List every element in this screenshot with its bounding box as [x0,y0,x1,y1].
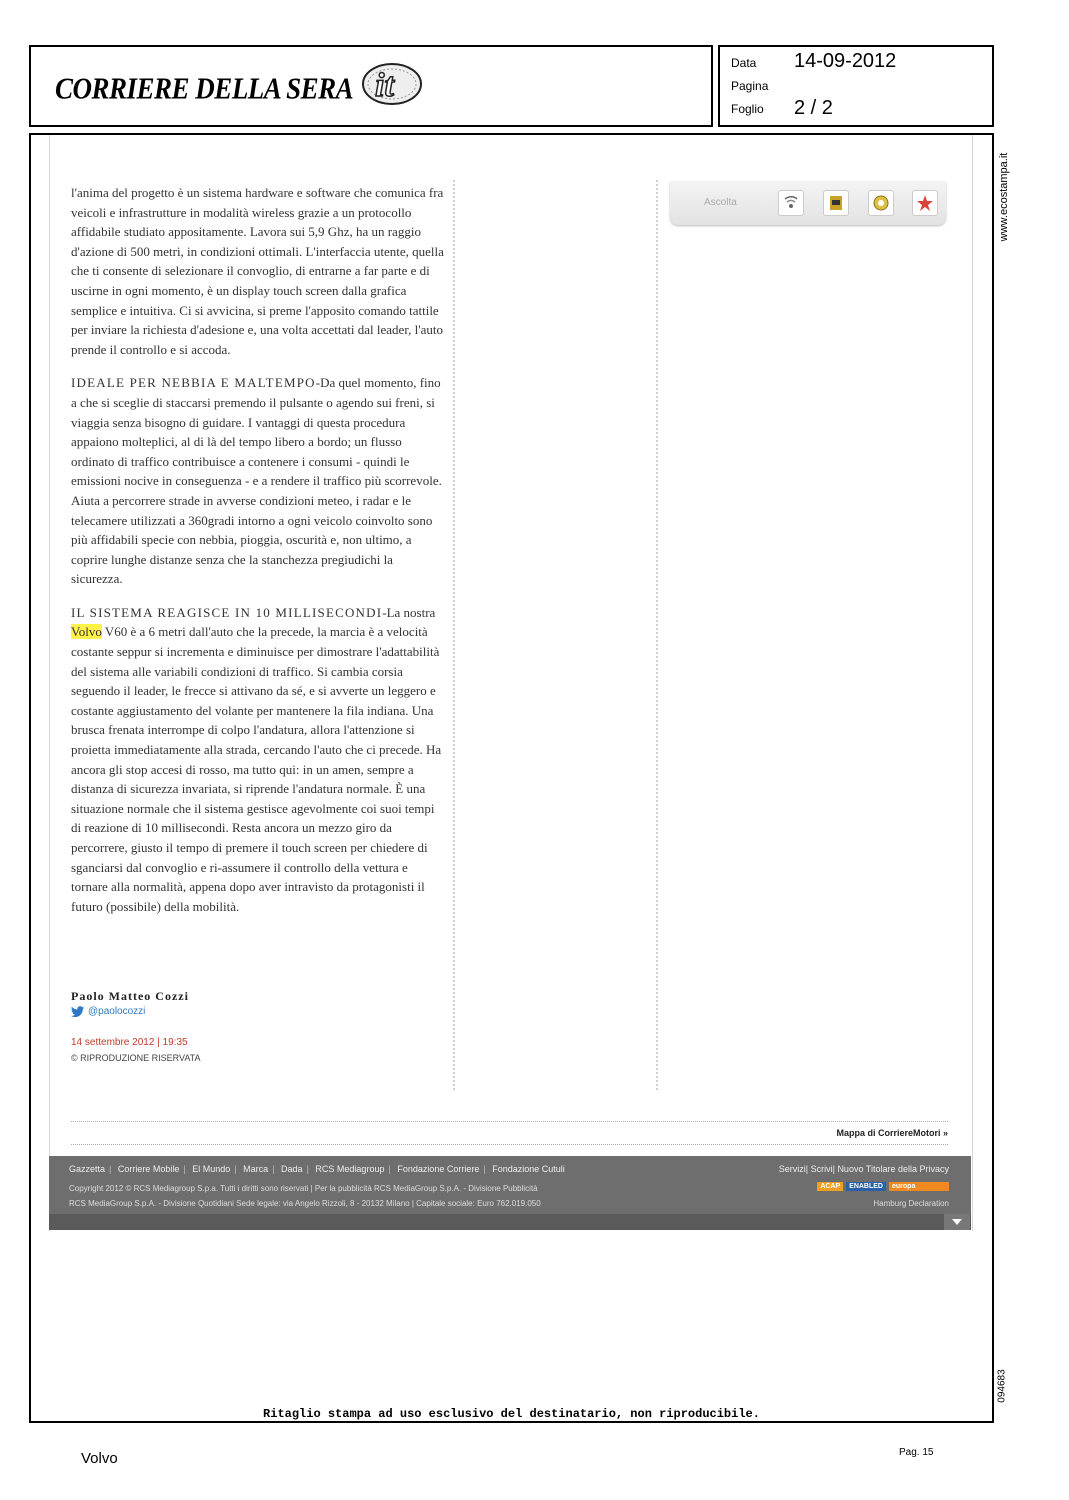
twitter-icon [71,1006,85,1017]
side-code: 094683 [996,1369,1008,1403]
audio-badge-icon[interactable] [868,190,894,216]
enabled-badge[interactable]: ENABLED [846,1182,886,1191]
footer-link[interactable]: Scrivi [810,1164,833,1174]
page-number: Pag. 15 [899,1447,934,1458]
footer-link[interactable]: Corriere Mobile [117,1164,180,1174]
chevron-down-icon [944,1214,970,1230]
map-link[interactable]: Mappa di CorriereMotori » [836,1128,948,1138]
newspaper-logo: CORRIERE DELLA SERA [55,71,354,106]
side-url: www.ecostampa.it [998,152,1010,242]
footer-links: Gazzetta | Corriere Mobile | El Mundo | Marca | Dada | RCS Mediagroup | Fondazione Corriere | Fondazione Cutuli [69,1164,565,1174]
article-paragraph: IDEALE PER NEBBIA E MALTEMPO-Da quel momento, fino a che si sceglie di staccarsi premendo il pulsante o agendo sui freni, si viaggia senza bisogno di guidare. I vantaggi di questa procedura appaiono molteplici, al di là del tempo libero a bordo; un flusso ordinato di traffico contribuisce a contenere i consumi - quindi le emissioni nocive in conseguenza - e a rendere il traffico più scorrevole. Aiuta a percorrere strade in avverse condizioni meteo, i radar e le telecamere utilizzati a 360gradi intorno a ogni veicolo coinvolto sono più affidabili specie con nebbia, pioggia, oscurità e, non ultimo, a coprire lunghe distanze senza che la stanchezza pregiudichi la sicurezza. [71,375,442,587]
section-title: IDEALE PER NEBBIA E MALTEMPO [71,375,316,391]
copyright-notice: © RIPRODUZIONE RISERVATA [71,1053,201,1063]
section-title: IL SISTEMA REAGISCE IN 10 MILLISECONDI [71,604,383,620]
footer-copyright: Copyright 2012 © RCS Mediagroup S.p.a. Tutti i diritti sono riservati | Per la pubblicità RCS MediaGroup S.p.A. - Divisione Pubblicità [69,1184,538,1193]
header-metadata [718,45,994,127]
article-body [71,183,447,930]
author-name: Paolo Matteo Cozzi [71,989,189,1003]
data-label: Data [731,56,757,70]
column-divider [453,180,455,1090]
footer-badges [817,1182,949,1191]
footer-link[interactable]: Nuovo Titolare della Privacy [837,1164,949,1174]
divider [71,1121,948,1122]
foglio-value: 2 / 2 [794,97,833,119]
footer-link[interactable]: Fondazione Corriere [397,1164,480,1174]
footer-link[interactable]: El Mundo [192,1164,231,1174]
footer-link[interactable]: Marca [243,1164,269,1174]
highlighted-keyword: Volvo [71,624,102,640]
data-value: 14-09-2012 [794,50,897,72]
logo-it-icon [361,61,423,107]
scroll-down-button[interactable] [944,1214,970,1230]
clipping-notice: Ritaglio stampa ad uso esclusivo del destinatario, non riproducibile. [263,1407,760,1421]
footer-link[interactable]: Dada [281,1164,303,1174]
footer-legal: RCS MediaGroup S.p.A. - Divisione Quotidiani Sede legale: via Angelo Rizzoli, 8 - 20132 Milano | Capitale sociale: Euro 762.019.050 [69,1199,541,1208]
listen-box [670,181,946,225]
footer-link[interactable]: Servizi [778,1164,806,1174]
foglio-label: Foglio [731,102,764,116]
podcast-icon[interactable] [823,190,849,216]
column-divider [656,180,658,1090]
footer-link[interactable]: Fondazione Cutuli [492,1164,565,1174]
footer-right-links: Servizi| Scrivi| Nuovo Titolare della Privacy [778,1164,949,1174]
hamburg-link[interactable]: Hamburg Declaration [873,1199,949,1208]
article-paragraph: l'anima del progetto è un sistema hardware e software che comunica fra veicoli e infrastrutture in modalità wireless grazie a un protocollo affidabile studiato appositamente. Lavora sui 5,9 Ghz, ha un raggio d'azione di 500 metri, in condizioni ottimali. L'interfaccia utente, quella che ti consente di selezionare il convoglio, di entrarne a far parte e di uscirne in ogni momento, è un display touch screen dalla grafica semplice e intuitiva. Ci si avvicina, si preme l'apposito comando tattile per inviare la richiesta d'adesione e, una volta accettati dal leader, l'auto prende il controllo e si accoda. [71,185,444,357]
client-name: Volvo [81,1450,118,1467]
svg-text:it: it [375,67,394,104]
footer-link[interactable]: RCS Mediagroup [315,1164,385,1174]
europa-badge[interactable]: europa [889,1182,949,1191]
site-footer [49,1156,971,1214]
article-paragraph: IL SISTEMA REAGISCE IN 10 MILLISECONDI-La nostra Volvo V60 è a 6 metri dall'auto che la precede, la marcia è a velocità costante seppur si incrementa e diminuisce per dimostrare l'adattabilità del sistema alle variabili condizioni di traffico. Si cambia corsia seguendo il leader, le frecce si attivano da sé, e si avverte un leggero e costante aggiustamento del volante per mantenere la fila indiana. Una brusca frenata interrompe di colpo l'andatura, allora l'attenzione si proietta immediatamente alla strada, cercando l'auto che ci precede. Ha ancora gli stop accesi di rosso, ma tutto qui: in un amen, sempre a distanza di sicurezza invariata, si riprende l'andatura normale. È una situazione normale che il sistema gestisce agevolmente coi suoi tempi di reazione di 10 millisecondi. Resta ancora un mezzo giro da percorrere, giusto il tempo di premere il touch screen per chiedere di sganciarsi dal convoglio e ri-assumere il controllo della vettura e tornare alla normalità, appena dopo aver intravisto da protagonisti il futuro (possibile) della mobilità. [71,604,442,914]
footer-bar [49,1214,971,1230]
divider [71,1144,948,1145]
newspaper-header [29,45,713,127]
footer-link[interactable]: Gazzetta [69,1164,106,1174]
acap-badge[interactable]: ACAP [817,1182,843,1191]
radio-icon[interactable] [778,190,804,216]
pagina-label: Pagina [731,79,769,93]
listen-label: Ascolta [704,197,737,208]
twitter-link[interactable]: @paolocozzi [71,1006,145,1017]
star-icon[interactable] [912,190,938,216]
publish-date: 14 settembre 2012 | 19:35 [71,1037,188,1048]
